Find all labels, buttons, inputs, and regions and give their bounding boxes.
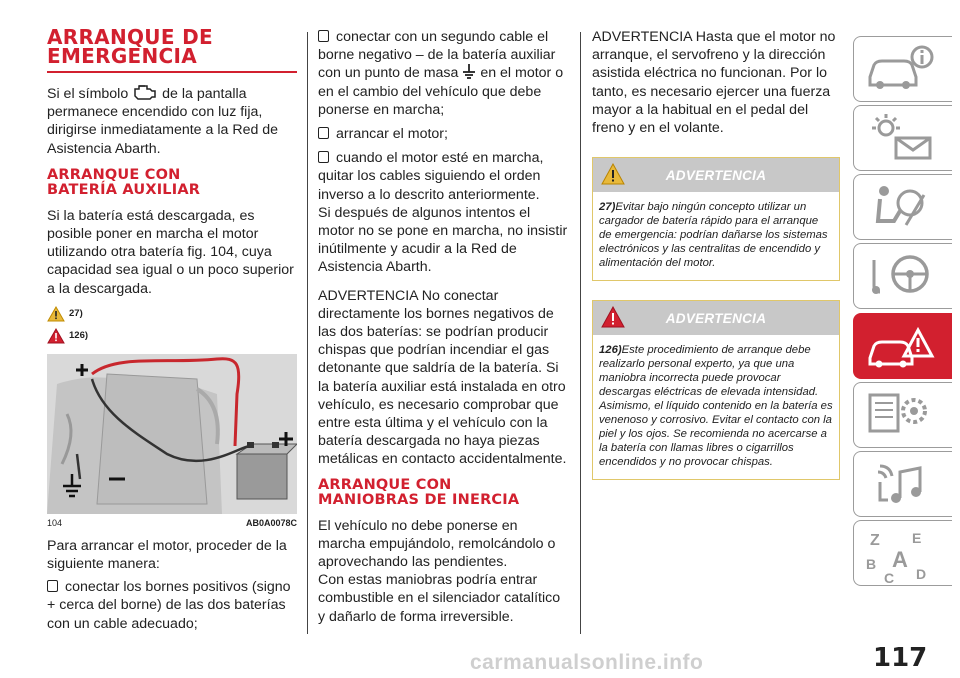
bullet-icon: [47, 580, 58, 592]
steering-wheel-icon: [866, 250, 936, 300]
intro-paragraph: Si el símbolo de la pantalla permanece encendido con luz fija, dirigirse inmediatamente a la Red de Asistencia Abarth.: [47, 83, 297, 158]
tab-emergency[interactable]: [853, 313, 952, 379]
warning-triangle-icon: [47, 306, 65, 322]
procedure-bullet-1: conectar los bornes positivos (signo + cerca del borne) de las dos baterías con un cable adecuado;: [47, 579, 291, 632]
page-number: 117: [873, 643, 928, 673]
figure-jump-start: [47, 354, 297, 514]
car-info-icon: [866, 43, 936, 93]
danger-triangle-icon: [47, 328, 65, 344]
tab-driving[interactable]: [853, 243, 952, 309]
column-2: [318, 28, 568, 626]
servo-paragraph: ADVERTENCIA Hasta que el motor no arranque, el servofreno y la dirección asistida eléctrica no funcionan. Por lo tanto, es necesario ejercer una fuerza mayor a la habitual en el pedal del freno y en el volante.: [592, 29, 836, 137]
tab-maintenance[interactable]: [853, 382, 952, 448]
warning-text: 27)Evitar bajo ningún concepto utilizar un cargador de batería rápido para el arranque de emergencia: podrían dañarse los sistemas electrónicos y las centralitas de encendido y alimentación del motor.: [599, 201, 828, 269]
tab-index[interactable]: [853, 520, 952, 586]
procedure-bullet-3: arrancar el motor;: [318, 125, 568, 143]
engine-warning-icon: [132, 83, 158, 101]
maintenance-gears-icon: [866, 389, 936, 439]
procedure-bullet-4: cuando el motor esté en marcha, quitar los cables siguiendo el orden inverso a lo descrito anteriormente.: [318, 150, 544, 203]
bullet-icon: [318, 30, 329, 42]
inertia-paragraph: El vehículo no debe ponerse en marcha empujándolo, remolcándolo o aprovechando las pendientes.: [318, 517, 556, 571]
svg-text:C: C: [884, 570, 895, 585]
tab-lights-warnings[interactable]: [853, 105, 952, 171]
procedure-intro: Para arrancar el motor, proceder de la siguiente manera:: [47, 537, 287, 573]
index-letters-icon: [866, 527, 936, 585]
warning-box-27: [592, 157, 840, 281]
svg-text:A: A: [892, 547, 908, 572]
svg-text:D: D: [916, 566, 927, 582]
figure-caption: 104 AB0A0078C: [47, 517, 297, 528]
bullet-icon: [318, 127, 329, 139]
warning-text: 126)Este procedimiento de arranque debe realizarlo personal experto, ya que una maniobra incorrecta puede provocar descargas eléctricas de elevada intensidad. Asimismo, el líquido contenido en la batería es venenoso y corrosivo. Evitar el contacto con la piel y los ojos. Se recomienda no acercarse a la batería con llamas libres o cigarrillos encendidos y no provocar chispas.: [599, 344, 833, 468]
tab-multimedia[interactable]: [853, 451, 952, 517]
airbag-seat-icon: [866, 181, 936, 231]
warning-box-126: [592, 300, 840, 480]
no-start-paragraph: Si después de algunos intentos el motor no se pone en marcha, no insistir inútilmente y acudir a la Red de Asistencia Abarth.: [318, 204, 568, 276]
warning-ref-27[interactable]: 27): [47, 306, 297, 322]
bullet-icon: [318, 151, 329, 163]
column-divider: [307, 32, 308, 634]
svg-text:Z: Z: [870, 532, 880, 549]
breakdown-car-icon: [866, 320, 936, 370]
section-title: ARRANQUE DE EMERGENCIA: [47, 25, 213, 68]
advertencia-paragraph: ADVERTENCIA No conectar directamente los bornes negativos de las dos baterías: se podrían producir chispas que podrían incendiar el gas detonante que saldría de la batería. Si la batería auxiliar está instalada en otro vehículo, es necesario comprobar que entre esta última y el vehículo con la batería descargada no haya piezas metálicas en contacto accidentalmente.: [318, 287, 567, 468]
lights-warning-icon: [866, 112, 936, 162]
battery-paragraph: Si la batería está descargada, es posible poner en marcha el motor utilizando otra batería fig. 104, cuya capacidad sea igual o un poco superior a la descargada.: [47, 207, 294, 297]
tab-safety[interactable]: [853, 174, 952, 240]
subsection-title-inertia: ARRANQUE CON MANIOBRAS DE INERCIA: [318, 476, 520, 508]
battery-jumper-illustration: [47, 354, 297, 514]
procedure-bullet-2: conectar con un segundo cable el borne negativo – de la batería auxiliar con un punto de masa en el motor o en el cambio del vehículo que debe ponerse en marcha;: [318, 29, 564, 118]
svg-text:E: E: [912, 530, 922, 546]
tab-car-info[interactable]: [853, 36, 952, 102]
warning-ref-126[interactable]: 126): [47, 328, 297, 344]
ground-symbol-icon: [462, 64, 476, 80]
multimedia-icon: [866, 458, 936, 508]
watermark: carmanualsonline.info: [470, 651, 704, 674]
inertia-paragraph-2: Con estas maniobras podría entrar combustible en el silenciador catalítico y dañarlo de forma irreversible.: [318, 572, 561, 625]
svg-text:B: B: [866, 556, 877, 572]
title-rule: [47, 71, 297, 73]
warning-header: ADVERTENCIA: [593, 301, 839, 335]
column-1: [47, 25, 297, 633]
subsection-title: ARRANQUE CON BATERÍA AUXILIAR: [47, 166, 201, 198]
column-divider: [580, 32, 581, 634]
column-3: [592, 28, 840, 137]
warning-header: ADVERTENCIA: [593, 158, 839, 192]
